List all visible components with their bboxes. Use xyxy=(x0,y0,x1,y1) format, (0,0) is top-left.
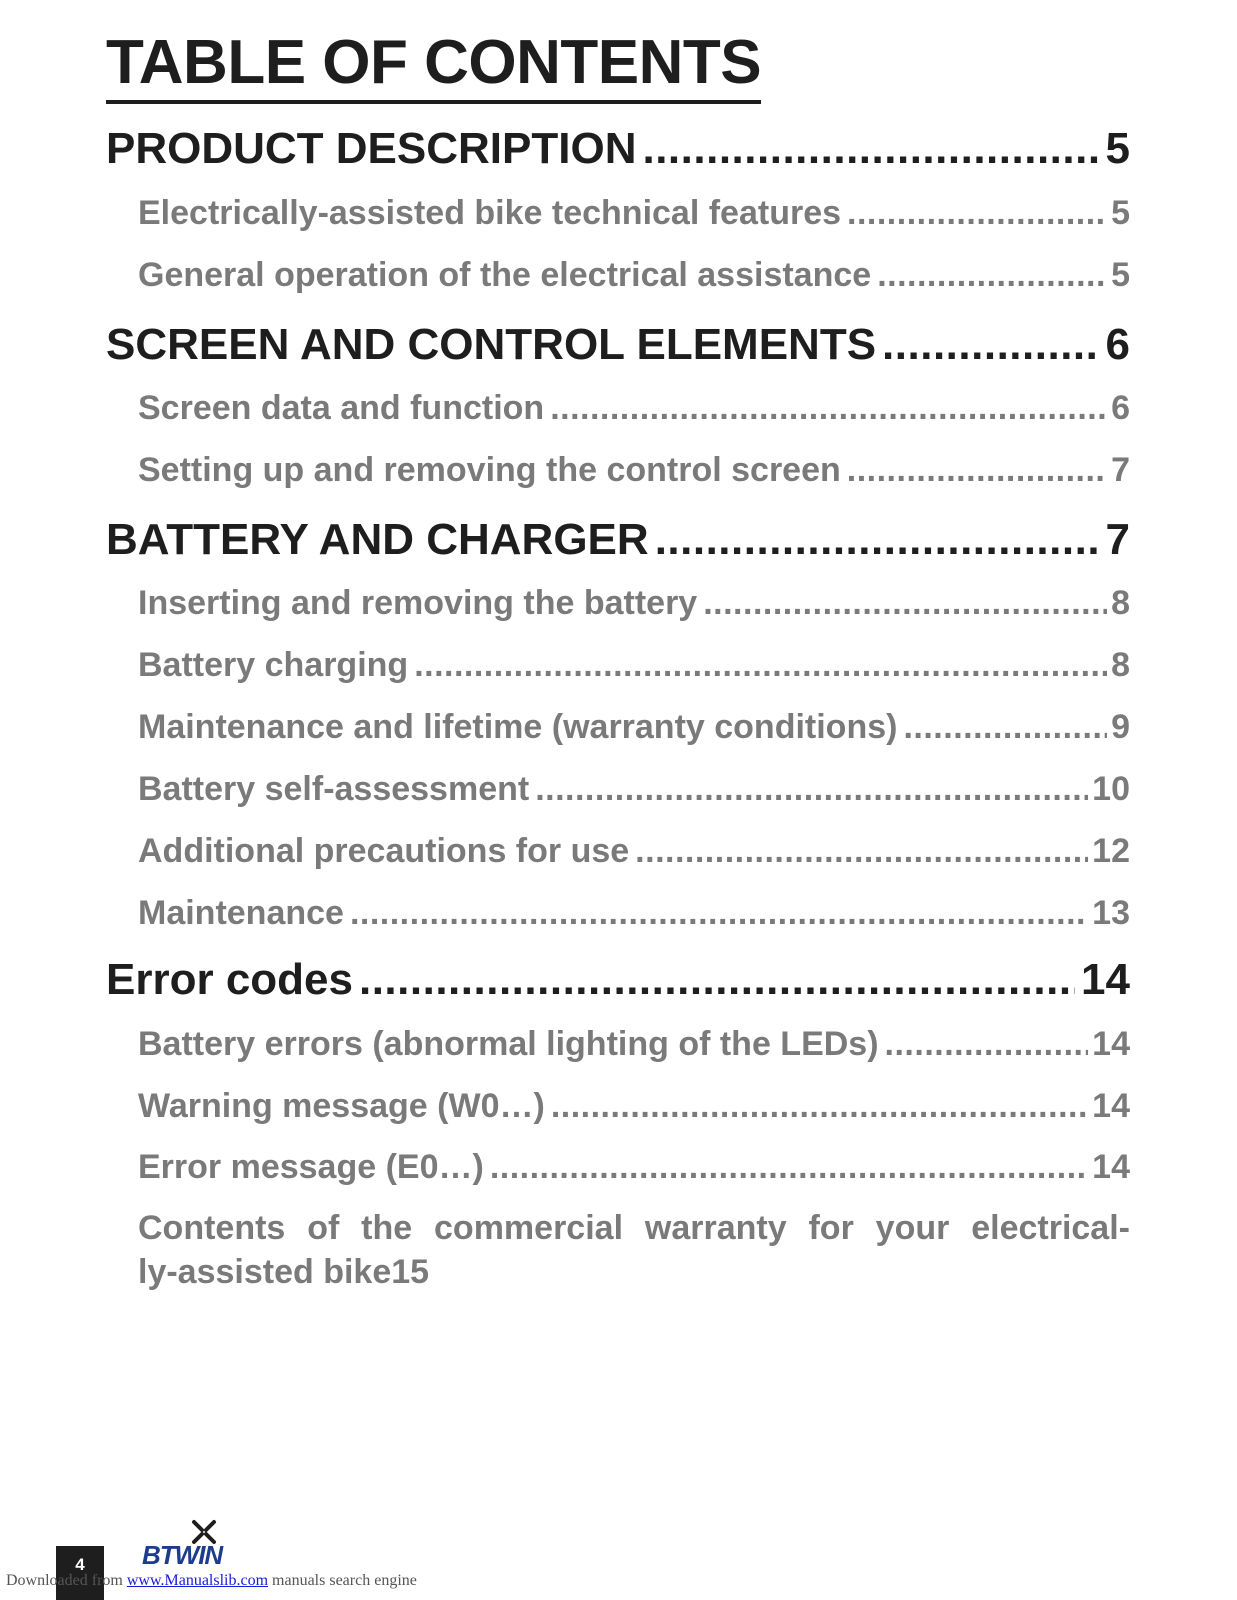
toc-entry-label: Setting up and removing the control screen xyxy=(138,451,841,489)
toc-entry-label: Battery self-assessment xyxy=(138,770,530,808)
toc-entry-inserting-battery[interactable] xyxy=(138,584,1130,623)
toc-page-number: 9 xyxy=(1111,708,1130,746)
dot-leader xyxy=(642,124,1099,174)
toc-entry-battery-charging[interactable] xyxy=(138,646,1130,685)
toc-entry-maintenance[interactable] xyxy=(138,894,1130,933)
dot-leader xyxy=(635,832,1088,871)
toc-page-number: 14 xyxy=(1081,955,1130,1004)
dot-leader xyxy=(885,1025,1089,1064)
toc-page-number: 15 xyxy=(391,1253,430,1291)
toc-section-label: PRODUCT DESCRIPTION xyxy=(106,124,637,173)
dot-leader xyxy=(877,256,1107,295)
toc-page-number: 7 xyxy=(1105,515,1130,564)
dot-leader xyxy=(655,515,1100,565)
toc-page-number: 14 xyxy=(1092,1087,1130,1125)
toc-page-number: 5 xyxy=(1111,256,1130,294)
toc-section-battery-and-charger[interactable] xyxy=(106,515,1130,565)
toc-section-label: Error codes xyxy=(106,955,353,1004)
manualslib-link[interactable]: www.Manualslib.com xyxy=(126,1572,269,1589)
toc-entry-bike-technical-features[interactable] xyxy=(138,194,1130,233)
toc-entry-commercial-warranty[interactable] xyxy=(138,1209,1130,1292)
toc-entry-general-operation[interactable] xyxy=(138,256,1130,295)
toc-entry-label: Inserting and removing the battery xyxy=(138,584,698,622)
toc-page-number: 12 xyxy=(1092,832,1130,870)
toc-page-number: 13 xyxy=(1092,894,1130,932)
dot-leader xyxy=(550,389,1107,428)
toc-section-error-codes[interactable] xyxy=(106,955,1130,1005)
dot-leader xyxy=(903,708,1107,747)
toc-entry-screen-data[interactable] xyxy=(138,389,1130,428)
toc-entry-label: Battery errors (abnormal lighting of the LEDs) xyxy=(138,1025,879,1063)
toc-page-number: 6 xyxy=(1105,320,1130,369)
toc-section-label: BATTERY AND CHARGER xyxy=(106,515,649,564)
download-source-line xyxy=(6,1572,417,1590)
dot-leader xyxy=(847,451,1107,490)
toc-entry-control-screen-setup[interactable] xyxy=(138,451,1130,490)
toc-entry-label: Maintenance and lifetime (warranty conditions) xyxy=(138,708,898,746)
dot-leader xyxy=(490,1148,1088,1187)
toc-entry-error-message[interactable] xyxy=(138,1148,1130,1187)
toc-entry-label: Electrically-assisted bike technical features xyxy=(138,194,842,232)
toc-page-number: 14 xyxy=(1092,1025,1130,1063)
toc-section-product-description[interactable] xyxy=(106,124,1130,174)
toc-page-number: 8 xyxy=(1111,584,1130,622)
toc-entry-line2 xyxy=(138,1253,1130,1292)
dot-leader xyxy=(847,194,1107,233)
dot-leader xyxy=(359,955,1075,1005)
dot-leader xyxy=(882,320,1099,370)
brand-logo: BTWIN xyxy=(142,1540,223,1570)
download-prefix: Downloaded from xyxy=(6,1572,123,1589)
toc-entry-label: Screen data and function xyxy=(138,389,545,427)
toc-page-number: 14 xyxy=(1092,1148,1130,1186)
toc-entry-maintenance-lifetime[interactable] xyxy=(138,708,1130,747)
dot-leader xyxy=(551,1087,1088,1126)
toc-entry-battery-errors[interactable] xyxy=(138,1025,1130,1064)
toc-page-number: 5 xyxy=(1105,124,1130,173)
toc-section-label: SCREEN AND CONTROL ELEMENTS xyxy=(106,320,877,369)
toc-entry-label-line1: Contents of the commercial warranty for your electrical- xyxy=(138,1209,1130,1247)
page-number: 4 xyxy=(75,1555,85,1574)
toc-entry-label: Battery charging xyxy=(138,646,409,684)
dot-leader xyxy=(703,584,1107,623)
dot-leader xyxy=(535,770,1088,809)
toc-page-number: 7 xyxy=(1111,451,1130,489)
toc-entry-additional-precautions[interactable] xyxy=(138,832,1130,871)
toc-page-number: 6 xyxy=(1111,389,1130,427)
toc-entry-warning-message[interactable] xyxy=(138,1087,1130,1126)
page-title: TABLE OF CONTENTS xyxy=(106,32,761,104)
toc-entry-label: General operation of the electrical assistance xyxy=(138,256,872,294)
toc-page-number: 10 xyxy=(1092,770,1130,808)
toc-entry-label-line2: ly-assisted bike xyxy=(138,1253,392,1291)
download-suffix: manuals search engine xyxy=(272,1572,417,1589)
toc-entry-label: Warning message (W0…) xyxy=(138,1087,545,1125)
toc-entry-battery-self-assessment[interactable] xyxy=(138,770,1130,809)
dot-leader xyxy=(350,894,1088,933)
toc-page-number: 5 xyxy=(1111,194,1130,232)
toc-entry-label: Additional precautions for use xyxy=(138,832,630,870)
toc-page-number: 8 xyxy=(1111,646,1130,684)
toc-entry-label: Error message (E0…) xyxy=(138,1148,484,1186)
toc-section-screen-and-control[interactable] xyxy=(106,320,1130,370)
toc-entry-label: Maintenance xyxy=(138,894,344,932)
dot-leader xyxy=(414,646,1107,685)
